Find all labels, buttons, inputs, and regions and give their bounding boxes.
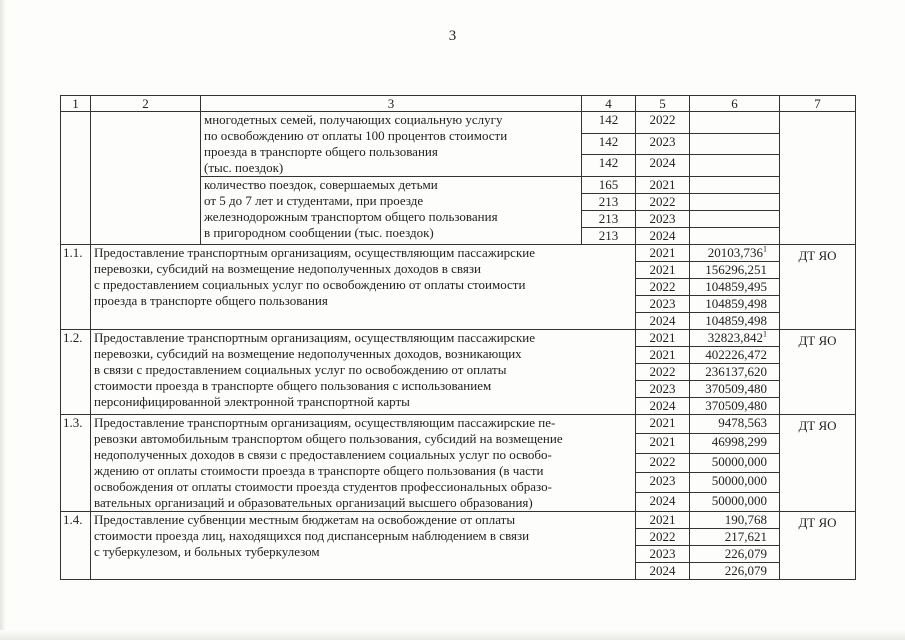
indicator-b-year: 2021	[636, 177, 690, 194]
description-line: в связи с предоставлением социальных услуг по освобождению от оплаты	[94, 362, 507, 377]
header-cell-7: 7	[780, 96, 856, 112]
measure-year: 2022	[636, 364, 690, 381]
measure-number: 1.4.	[61, 512, 91, 580]
measure-amount	[690, 330, 780, 347]
amount-value: 370509,480	[705, 381, 767, 396]
amount-value: 20103,736	[707, 245, 763, 260]
indicator-a-row	[61, 112, 856, 134]
measure-year: 2021	[636, 512, 690, 529]
cell-number	[61, 112, 91, 245]
indicator-a-value: 142	[582, 155, 636, 177]
description-line: персонифицированной электронной транспортной карты	[94, 394, 410, 409]
description-line: недополученных доходов в связи с предоставлением социальных услуг по освобо-	[94, 447, 552, 462]
page-number: 3	[448, 28, 457, 44]
cell-col6	[690, 228, 780, 245]
indicator-a-year: 2023	[636, 133, 690, 155]
measure-number: 1.3.	[61, 415, 91, 512]
description-line: в пригородном сообщении (тыс. поездок)	[204, 225, 434, 240]
amount-value: 370509,480	[705, 398, 767, 413]
amount-value: 104859,498	[705, 313, 767, 328]
measure-amount	[690, 434, 780, 453]
amount-value: 104859,495	[705, 279, 767, 294]
indicator-b-year: 2023	[636, 211, 690, 228]
measures-table	[60, 95, 856, 580]
cell-col6	[690, 155, 780, 177]
measure-year: 2024	[636, 398, 690, 415]
measure-row	[61, 512, 856, 529]
header-cell-1: 1	[61, 96, 91, 112]
measure-year: 2022	[636, 529, 690, 546]
measure-year: 2024	[636, 563, 690, 580]
description-line: проезда в транспорте общего пользования	[94, 293, 328, 308]
measure-year: 2021	[636, 330, 690, 347]
scan-shadow-left	[0, 0, 6, 640]
measure-number: 1.2.	[61, 330, 91, 415]
measure-amount	[690, 279, 780, 296]
measure-amount	[690, 313, 780, 330]
amount-value: 50000,000	[711, 492, 767, 508]
header-cell-6: 6	[690, 96, 780, 112]
measure-year: 2021	[636, 347, 690, 364]
indicator-b-year: 2024	[636, 228, 690, 245]
header-row	[61, 96, 856, 112]
indicator-b-year: 2022	[636, 194, 690, 211]
measure-amount	[690, 296, 780, 313]
measure-amount	[690, 245, 780, 262]
description-line: Предоставление транспортным организациям, осуществляющим пассажирские	[94, 245, 535, 260]
measure-description	[91, 330, 636, 415]
description-line: стоимости проезда в транспорте общего пользования с использованием	[94, 378, 492, 393]
description-line: по освобождению от оплаты 100 процентов стоимости	[204, 128, 508, 143]
amount-value: 46998,299	[711, 434, 767, 450]
measure-amount	[690, 398, 780, 415]
amount-value: 50000,000	[711, 473, 767, 489]
measure-description	[91, 245, 636, 330]
amount-value: 50000,000	[711, 453, 767, 469]
indicator-a-value: 142	[582, 133, 636, 155]
description-line: Предоставление транспортным организациям, осуществляющим пассажирские	[94, 330, 535, 345]
measure-year: 2021	[636, 415, 690, 434]
measure-amount	[690, 546, 780, 563]
executor: ДТ ЯО	[780, 330, 856, 415]
description-line: ревозки автомобильным транспортом общего пользования, субсидий на возмещение	[94, 431, 563, 446]
description-line: проезда в транспорте общего пользования	[204, 144, 438, 159]
header-cell-4: 4	[582, 96, 636, 112]
cell-col6	[690, 194, 780, 211]
amount-value: 32823,842	[707, 330, 763, 345]
indicator-a-year: 2022	[636, 112, 690, 134]
cell-col6	[690, 133, 780, 155]
measure-year: 2022	[636, 279, 690, 296]
measure-amount	[690, 473, 780, 492]
measure-row	[61, 245, 856, 262]
indicator-b-value: 213	[582, 194, 636, 211]
table-body	[61, 96, 856, 580]
measure-row	[61, 415, 856, 434]
description-line: перевозки, субсидий на возмещение недополученных доходов, возникающих	[94, 346, 522, 361]
indicator-b-value: 165	[582, 177, 636, 194]
measure-amount	[690, 529, 780, 546]
measure-year: 2021	[636, 245, 690, 262]
description-line: многодетных семей, получающих социальную услугу	[204, 112, 503, 127]
description-line: стоимости проезда лиц, находящихся под диспансерным наблюдением в связи	[94, 528, 530, 543]
executor: ДТ ЯО	[780, 415, 856, 512]
amount-value: 217,621	[724, 529, 767, 544]
measure-year: 2023	[636, 546, 690, 563]
measure-row	[61, 330, 856, 347]
scan-shadow-bottom	[0, 630, 905, 640]
indicator-b-value: 213	[582, 228, 636, 245]
header-cell-5: 5	[636, 96, 690, 112]
cell-col2	[91, 112, 201, 245]
measure-year: 2023	[636, 473, 690, 492]
measure-year: 2021	[636, 434, 690, 453]
description-line: перевозки, субсидий на возмещение недополученных доходов в связи	[94, 261, 481, 276]
measure-amount	[690, 563, 780, 580]
measure-amount	[690, 453, 780, 472]
cell-col6	[690, 211, 780, 228]
measure-year: 2023	[636, 381, 690, 398]
amount-value: 104859,498	[705, 296, 767, 311]
measure-amount	[690, 512, 780, 529]
cell-col7	[780, 112, 856, 245]
amount-value: 236137,620	[705, 364, 767, 379]
description-line: железнодорожным транспортом общего пользования	[204, 209, 498, 224]
amount-value: 9478,563	[718, 415, 767, 430]
description-line: с предоставлением социальных услуг по освобождению от оплаты стоимости	[94, 277, 526, 292]
amount-value: 402226,472	[705, 347, 767, 362]
description-line: (тыс. поездок)	[204, 160, 284, 175]
indicator-a-description	[201, 112, 582, 177]
indicator-b-value: 213	[582, 211, 636, 228]
measure-description	[91, 512, 636, 580]
amount-value: 190,768	[724, 512, 767, 527]
measure-description	[91, 415, 636, 512]
description-line: Предоставление субвенции местным бюджетам на освобождение от оплаты	[94, 512, 516, 527]
measure-amount	[690, 262, 780, 279]
indicator-a-value: 142	[582, 112, 636, 134]
footnote-mark: 1	[763, 244, 767, 254]
description-line: ждению от оплаты стоимости проезда в транспорте общего пользования (в части	[94, 463, 544, 478]
footnote-mark: 1	[763, 329, 767, 339]
measure-year: 2021	[636, 262, 690, 279]
cell-col6	[690, 112, 780, 134]
description-line: вательных организаций и образовательных организаций высшего образования)	[94, 495, 533, 510]
header-cell-3: 3	[201, 96, 582, 112]
measure-amount	[690, 492, 780, 511]
amount-value: 226,079	[724, 546, 767, 561]
measure-number: 1.1.	[61, 245, 91, 330]
measure-year: 2024	[636, 313, 690, 330]
cell-col6	[690, 177, 780, 194]
executor: ДТ ЯО	[780, 245, 856, 330]
executor: ДТ ЯО	[780, 512, 856, 580]
measure-amount	[690, 415, 780, 434]
indicator-a-year: 2024	[636, 155, 690, 177]
measure-year: 2023	[636, 296, 690, 313]
measure-amount	[690, 364, 780, 381]
description-line: от 5 до 7 лет и студентами, при проезде	[204, 193, 424, 208]
measure-year: 2024	[636, 492, 690, 511]
measure-amount	[690, 347, 780, 364]
amount-value: 156296,251	[705, 262, 767, 277]
amount-value: 226,079	[724, 563, 767, 578]
description-line: Предоставление транспортным организациям, осуществляющим пассажирские пе-	[94, 415, 556, 430]
header-cell-2: 2	[91, 96, 201, 112]
description-line: количество поездок, совершаемых детьми	[204, 177, 438, 192]
description-line: освобождения от оплаты стоимости проезда студентов профессиональных образо-	[94, 479, 552, 494]
indicator-b-description	[201, 177, 582, 245]
description-line: с туберкулезом, и больных туберкулезом	[94, 544, 320, 559]
measure-year: 2022	[636, 453, 690, 472]
measure-amount	[690, 381, 780, 398]
